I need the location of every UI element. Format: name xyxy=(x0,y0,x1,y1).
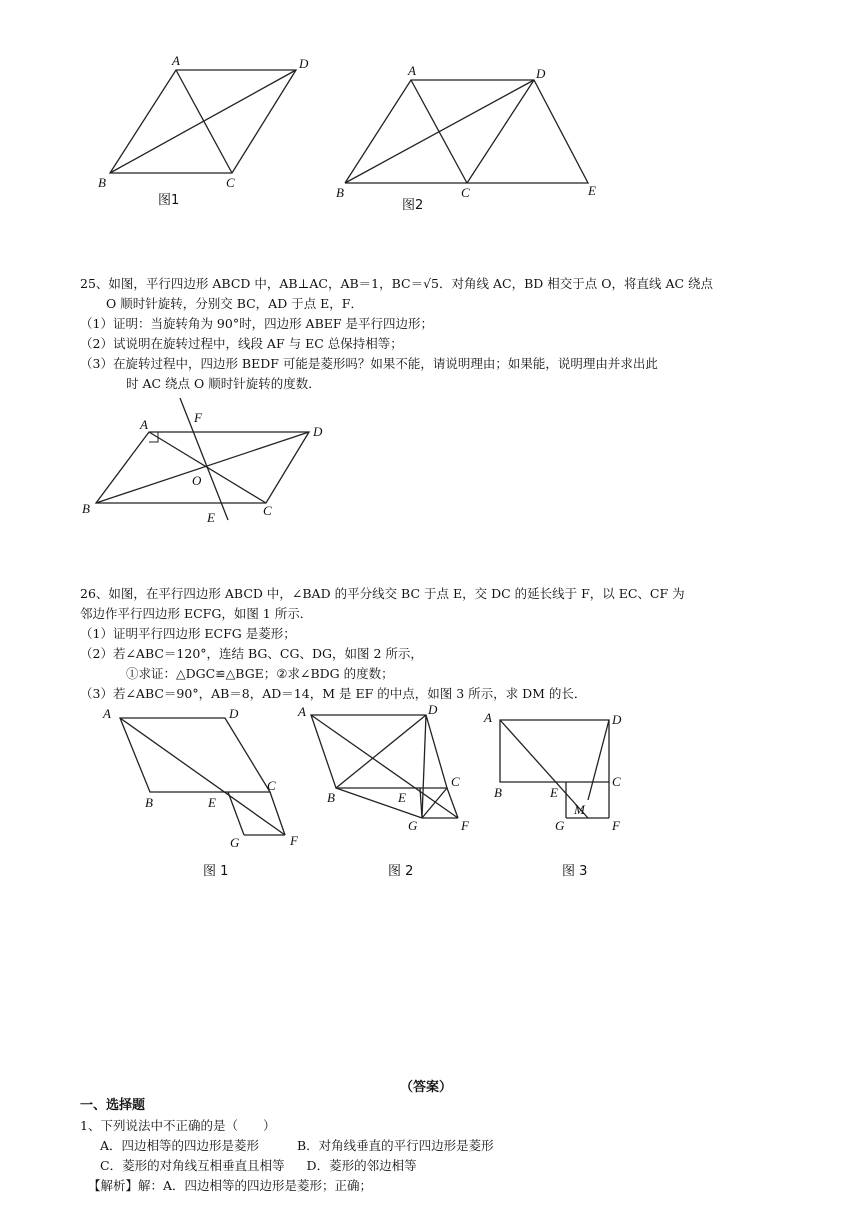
q25-figure xyxy=(70,390,360,530)
label: F xyxy=(461,818,469,833)
option-b: B．对角线垂直的平行四边形是菱形 xyxy=(297,1138,494,1153)
figure-caption: 图 2 xyxy=(388,864,414,879)
label: C xyxy=(263,503,272,518)
q25-line1: 25、如图，平行四边形 ABCD 中，AB⊥AC，AB＝1，BC＝√5．对角线 AC，BD 相交于点 O，将直线 AC 绕点 xyxy=(80,276,714,291)
label: D xyxy=(313,424,323,439)
label: F xyxy=(612,818,620,833)
q26-text xyxy=(80,584,685,704)
q26-figure-1 xyxy=(102,706,299,879)
label: O xyxy=(192,473,202,488)
q25-part3a: （3）在旋转过程中，四边形 BEDF 可能是菱形吗？如果不能，请说明理由；如果能，说明理由并求出此 xyxy=(80,356,658,371)
q26-figures xyxy=(0,700,860,890)
label: F xyxy=(194,410,202,425)
label: C xyxy=(612,774,621,789)
label: D xyxy=(536,66,546,81)
label: B xyxy=(98,175,106,190)
answer-options-row2 xyxy=(80,1156,494,1176)
label: E xyxy=(207,510,215,525)
answer-section xyxy=(80,1096,494,1196)
label: D xyxy=(229,706,239,721)
label: B xyxy=(494,785,502,800)
q26-figure-3 xyxy=(483,710,622,879)
label: A xyxy=(172,53,180,68)
answer-q1: 1、下列说法中不正确的是（ ） xyxy=(80,1118,276,1133)
q26-part3: （3）若∠ABC＝90°，AB＝8，AD＝14，M 是 EF 的中点，如图 3 所示，求 DM 的长． xyxy=(80,686,587,701)
q26-part2b: ①求证：△DGC≌△BGE；②求∠BDG 的度数； xyxy=(126,666,394,681)
q26-part1: （1）证明平行四边形 ECFG 是菱形； xyxy=(80,626,296,641)
label: E xyxy=(208,795,216,810)
label: E xyxy=(550,785,558,800)
answer-title: （答案） xyxy=(400,1080,453,1095)
q26-line2: 邻边作平行四边形 ECFG，如图 1 所示． xyxy=(80,606,313,621)
label: G xyxy=(555,818,565,833)
label: E xyxy=(588,183,596,198)
figure-caption: 图1 xyxy=(158,193,180,208)
label: C xyxy=(451,774,460,789)
q25-part2: （2）试说明在旋转过程中，线段 AF 与 EC 总保持相等； xyxy=(80,336,403,351)
label: D xyxy=(299,56,309,71)
label: D xyxy=(428,702,438,717)
q26-line1: 26、如图，在平行四边形 ABCD 中，∠BAD 的平分线交 BC 于点 E，交 DC 的延长线于 F，以 EC、CF 为 xyxy=(80,586,685,601)
label: A xyxy=(484,710,492,725)
top-figures xyxy=(0,40,860,230)
q25-text xyxy=(80,274,713,394)
q25-part1: （1）证明：当旋转角为 90°时，四边形 ABEF 是平行四边形； xyxy=(80,316,434,331)
figure-caption: 图 1 xyxy=(203,864,229,879)
q25-part3b: 时 AC 绕点 O 顺时针旋转的度数． xyxy=(126,376,321,391)
label: B xyxy=(145,795,153,810)
q26-figure-2 xyxy=(297,702,470,879)
option-d: D．菱形的邻边相等 xyxy=(306,1158,417,1173)
label: B xyxy=(336,185,344,200)
top-figure-2 xyxy=(336,63,596,213)
label: C xyxy=(461,185,470,200)
label: B xyxy=(327,790,335,805)
label: E xyxy=(398,790,406,805)
figure-caption: 图2 xyxy=(402,198,424,213)
figure-caption: 图 3 xyxy=(562,864,588,879)
option-c: C．菱形的对角线互相垂直且相等 xyxy=(100,1158,285,1173)
q25-line2: O 顺时针旋转，分别交 BC，AD 于点 E，F． xyxy=(106,296,363,311)
label: G xyxy=(230,835,240,850)
label: C xyxy=(267,778,276,793)
q26-part2: （2）若∠ABC＝120°，连结 BG、CG、DG，如图 2 所示， xyxy=(80,646,423,661)
label: C xyxy=(226,175,235,190)
answer-options-row1 xyxy=(80,1136,494,1156)
top-figure-1 xyxy=(98,53,309,208)
label: B xyxy=(82,501,90,516)
section-heading: 一、选择题 xyxy=(80,1098,146,1113)
label: A xyxy=(103,706,111,721)
label: G xyxy=(408,818,418,833)
label: A xyxy=(140,417,148,432)
label: M xyxy=(574,802,585,817)
option-a: A．四边相等的四边形是菱形 xyxy=(100,1138,260,1153)
label: A xyxy=(408,63,416,78)
label: D xyxy=(612,712,622,727)
label: A xyxy=(298,704,306,719)
label: F xyxy=(290,833,298,848)
analysis: 【解析】解：A．四边相等的四边形是菱形；正确； xyxy=(88,1178,373,1193)
